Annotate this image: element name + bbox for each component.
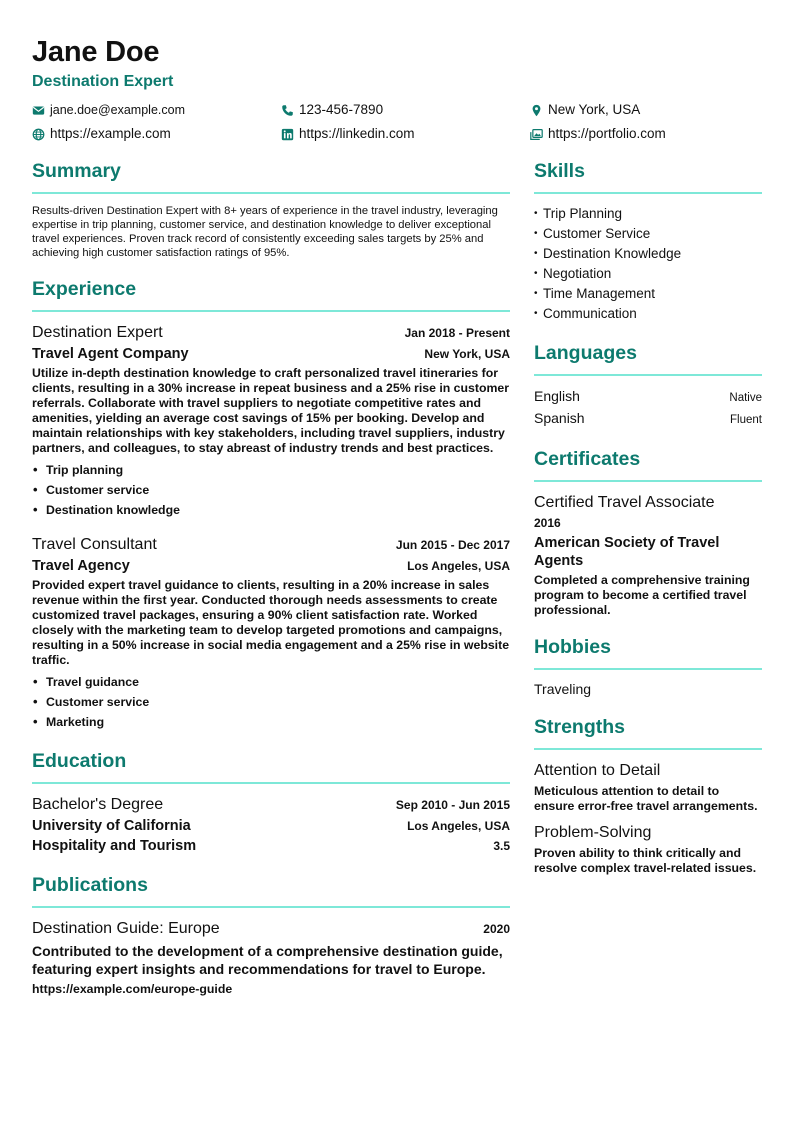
skills-list [534, 204, 762, 324]
languages-heading: Languages [534, 340, 762, 376]
globe-icon [32, 128, 45, 141]
certificates-section [534, 446, 762, 618]
main-column [32, 158, 510, 1014]
language-level: Fluent [730, 414, 762, 426]
education-gpa: 3.5 [493, 839, 510, 853]
education-section [32, 748, 510, 856]
hobbies-heading: Hobbies [534, 634, 762, 670]
job-location: Los Angeles, USA [407, 559, 510, 573]
map-pin-icon [530, 104, 543, 117]
job-highlight: • Destination knowledge [32, 500, 510, 520]
linkedin-icon [281, 128, 294, 141]
summary-heading: Summary [32, 158, 510, 194]
candidate-name: Jane Doe [32, 36, 160, 68]
contact-phone[interactable] [281, 101, 530, 119]
job-date: Jun 2015 - Dec 2017 [395, 538, 510, 552]
sidebar-column [534, 158, 762, 1014]
summary-section [32, 158, 510, 260]
job-highlight: • Customer service [32, 480, 510, 500]
job-description: Utilize in-depth destination knowledge to craft personalized travel itineraries for clients, resulting in a 30% increase in repeat business and a 25% rise in customer referrals. Collaborate with travel suppliers to negotiate competitive rates and amenities, yielding an average cost savings of 15% per booking. Develop and maintain relationships with key stakeholders, including travel suppliers, industry partners, and colleagues, to stay abreast of industry trends and best practices. [32, 366, 510, 455]
experience-item [32, 322, 510, 520]
contact-info [32, 101, 762, 143]
language-level: Native [729, 392, 762, 404]
certificate-description: Completed a comprehensive training program to become a certified travel professional. [534, 573, 750, 617]
email-icon [32, 104, 45, 117]
skill-item: • Negotiation [534, 264, 762, 284]
job-date: Jan 2018 - Present [404, 326, 510, 340]
publication-name: Destination Guide: Europe [32, 920, 220, 937]
strength-name: Attention to Detail [534, 762, 661, 779]
job-company: Travel Agent Company [32, 346, 189, 362]
strength-item [534, 822, 762, 876]
email-text: jane.doe@example.com [50, 103, 185, 117]
certificate-date: 2016 [534, 516, 561, 530]
publication-date: 2020 [483, 922, 510, 936]
skill-item: • Communication [534, 304, 762, 324]
job-company: Travel Agency [32, 558, 130, 574]
job-highlight: • Travel guidance [32, 672, 510, 692]
job-highlight: • Trip planning [32, 460, 510, 480]
website-text: https://example.com [50, 126, 171, 141]
education-date: Sep 2010 - Jun 2015 [395, 798, 510, 812]
job-location: New York, USA [424, 347, 510, 361]
portfolio-icon [530, 128, 543, 141]
job-position: Destination Expert [32, 324, 163, 341]
education-heading: Education [32, 748, 510, 784]
contact-email[interactable] [32, 101, 281, 119]
publication-description: Contributed to the development of a comprehensive destination guide, featuring expert insights and recommendations for travel to Europe. [32, 943, 503, 977]
language-item [534, 386, 762, 408]
strength-description: Meticulous attention to detail to ensure error-free travel arrangements. [534, 784, 758, 813]
education-field: Hospitality and Tourism [32, 838, 197, 854]
location-text: New York, USA [548, 102, 641, 117]
certificates-heading: Certificates [534, 446, 762, 482]
strength-item [534, 760, 762, 814]
job-highlights [32, 672, 510, 732]
job-highlights [32, 460, 510, 520]
publication-link[interactable]: https://example.com/europe-guide [32, 982, 233, 996]
languages-section [534, 340, 762, 430]
skill-item: • Customer Service [534, 224, 762, 244]
hobby-item: Traveling [534, 681, 592, 697]
experience-item [32, 534, 510, 732]
publications-section [32, 872, 510, 998]
candidate-headline: Destination Expert [32, 73, 174, 90]
publications-heading: Publications [32, 872, 510, 908]
education-location: Los Angeles, USA [407, 819, 510, 833]
skill-item: • Trip Planning [534, 204, 762, 224]
education-school: University of California [32, 818, 191, 834]
strength-name: Problem-Solving [534, 824, 652, 841]
skill-item: • Destination Knowledge [534, 244, 762, 264]
contact-location [530, 101, 762, 119]
contact-website[interactable] [32, 125, 281, 143]
resume-columns [32, 158, 762, 1014]
job-highlight: • Customer service [32, 692, 510, 712]
job-highlight: • Marketing [32, 712, 510, 732]
skills-heading: Skills [534, 158, 762, 194]
certificate-name: Certified Travel Associate [534, 494, 715, 511]
skill-item: • Time Management [534, 284, 762, 304]
strengths-section [534, 714, 762, 876]
job-position: Travel Consultant [32, 536, 157, 553]
summary-text: Results-driven Destination Expert with 8+ years of experience in the travel industry, leveraging expertise in trip planning, customer service, and destination knowledge to deliver exceptional travel experiences. Proven track record of consistently exceeding sales targets by 25% and achieving high customer satisfaction ratings of 95%. [32, 205, 498, 259]
phone-text: 123-456-7890 [299, 102, 384, 117]
job-description: Provided expert travel guidance to clients, resulting in a 20% increase in sales revenue within the first year. Conducted thorough needs assessments to create customized travel packages, ensuring a 90% client satisfaction rate. Worked closely with the marketing team to develop targeted promotions and campaigns, resulting in a 50% increase in social media engagement and a 25% rise in website traffic. [32, 578, 510, 667]
language-item [534, 408, 762, 430]
language-name: Spanish [534, 410, 585, 426]
experience-section [32, 276, 510, 732]
hobbies-section [534, 634, 762, 698]
language-name: English [534, 388, 580, 404]
linkedin-text: https://linkedin.com [299, 126, 415, 141]
phone-icon [281, 104, 294, 117]
experience-heading: Experience [32, 276, 510, 312]
education-degree: Bachelor's Degree [32, 796, 164, 813]
certificate-issuer: American Society of Travel Agents [534, 535, 720, 569]
contact-linkedin[interactable] [281, 125, 530, 143]
portfolio-text: https://portfolio.com [548, 126, 666, 141]
skills-section [534, 158, 762, 324]
strength-description: Proven ability to think critically and resolve complex travel-related issues. [534, 846, 757, 875]
contact-portfolio[interactable] [530, 125, 762, 143]
strengths-heading: Strengths [534, 714, 762, 750]
